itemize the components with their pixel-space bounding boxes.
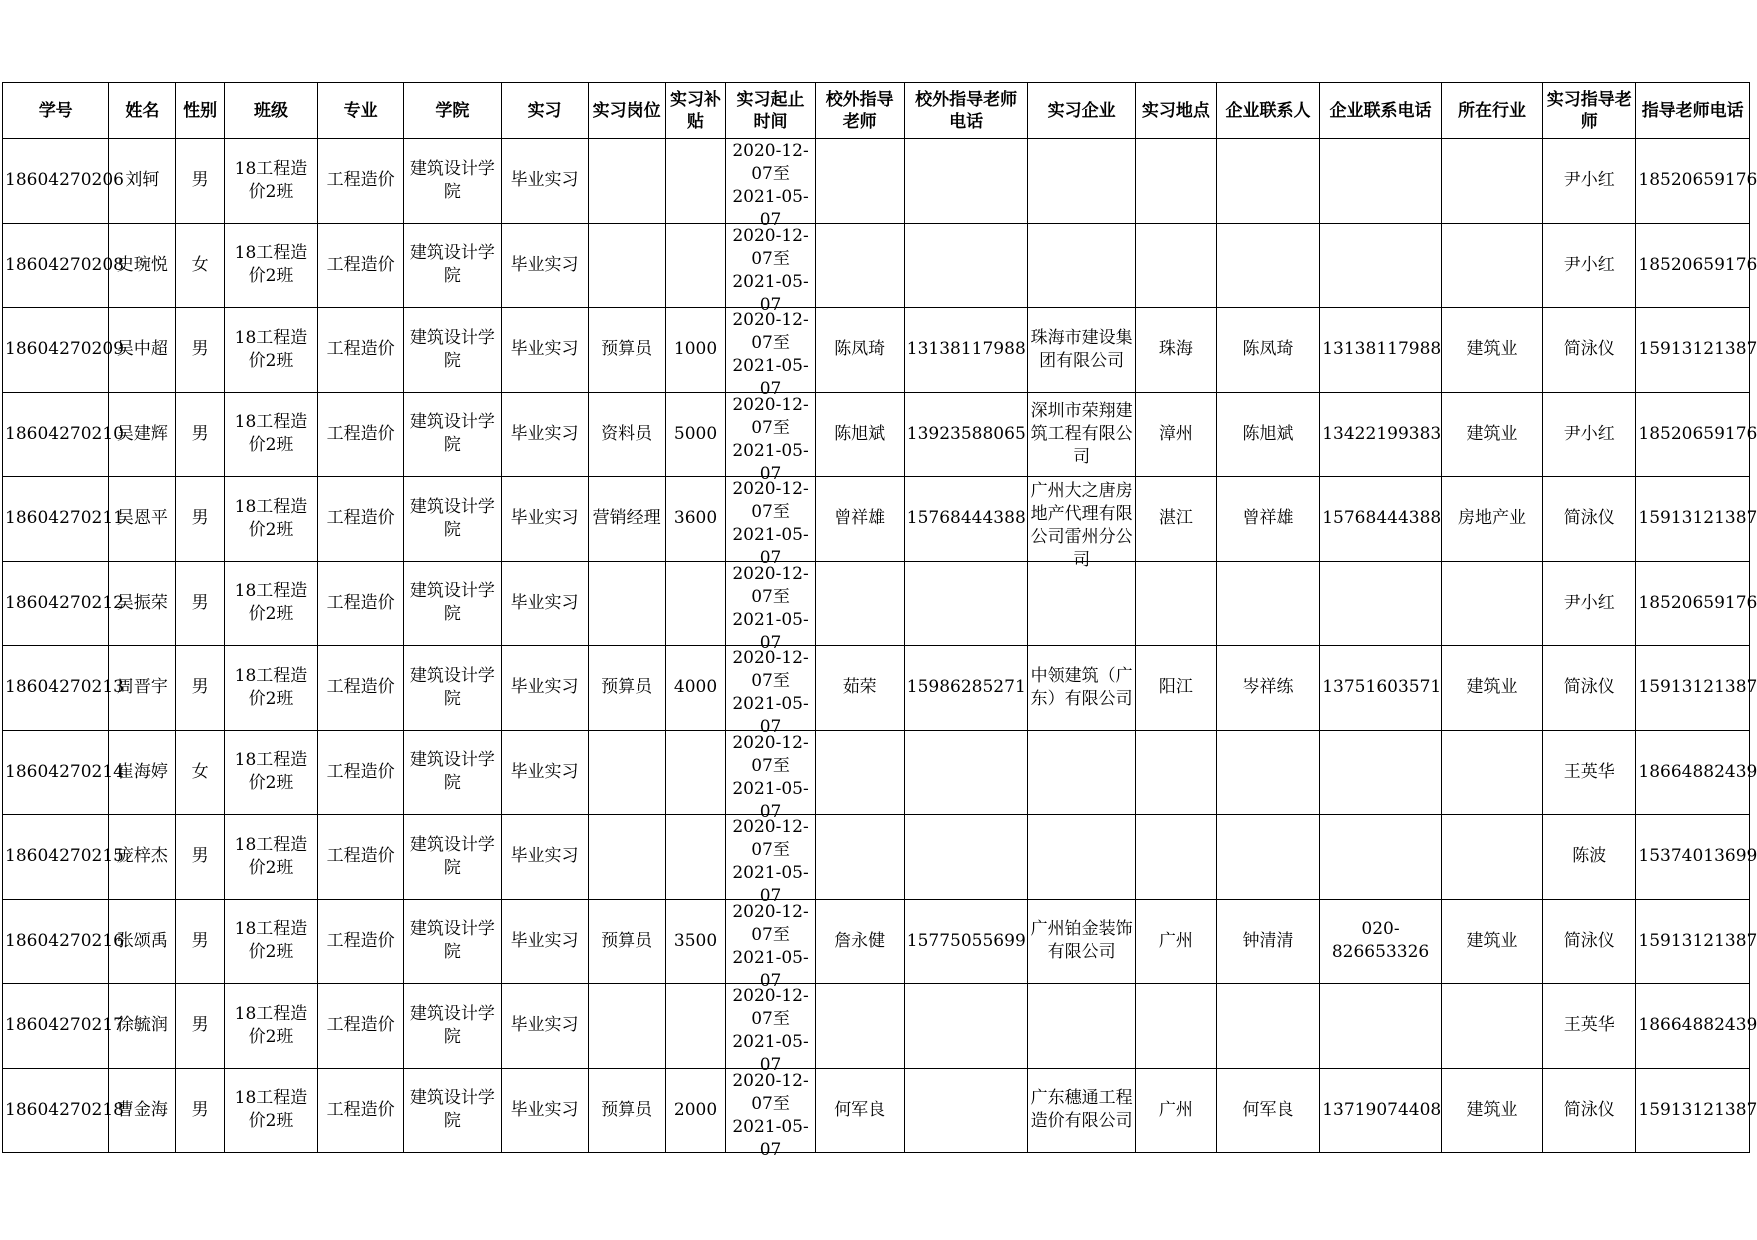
cell-contact: 曾祥雄 [1216, 477, 1319, 562]
cell-contact-phone [1320, 223, 1442, 308]
cell-internship: 毕业实习 [501, 139, 588, 224]
cell-contact-phone [1320, 984, 1442, 1069]
col-header-contact: 企业联系人 [1216, 83, 1319, 139]
cell-period [726, 984, 815, 1076]
cell-gender: 男 [176, 815, 225, 900]
cell-major: 工程造价 [318, 139, 404, 224]
cell-company [1028, 1068, 1135, 1153]
cell-ext-mentor [815, 984, 904, 1069]
cell-supervisor-phone: 18520659176 [1636, 561, 1750, 646]
cell-class: 18工程造价2班 [224, 1068, 317, 1153]
cell-industry [1441, 139, 1542, 224]
cell-subsidy [665, 223, 726, 308]
cell-period-text: 2020-12-07至2021-05-07 [732, 901, 809, 991]
cell-industry: 建筑业 [1441, 392, 1542, 477]
col-header-internship: 实习 [501, 83, 588, 139]
cell-industry [1441, 984, 1542, 1069]
cell-internship: 毕业实习 [501, 223, 588, 308]
cell-position [588, 984, 665, 1069]
table-row [3, 899, 1750, 984]
cell-name: 吴振荣 [109, 561, 176, 646]
cell-class: 18工程造价2班 [224, 899, 317, 984]
cell-supervisor-phone: 15913121387 [1636, 477, 1750, 562]
table-row [3, 139, 1750, 224]
col-header-college: 学院 [404, 83, 501, 139]
cell-company [1028, 899, 1135, 984]
cell-ext-mentor-phone: 15768444388 [904, 477, 1028, 562]
cell-class: 18工程造价2班 [224, 561, 317, 646]
cell-company-text: 中领建筑（广东）有限公司 [1030, 665, 1133, 709]
col-header-ext-mentor: 校外指导老师 [815, 83, 904, 139]
cell-period [726, 1068, 815, 1160]
cell-class: 18工程造价2班 [224, 223, 317, 308]
cell-position [588, 139, 665, 224]
cell-period [726, 561, 815, 653]
cell-class: 18工程造价2班 [224, 730, 317, 815]
cell-supervisor-phone: 18664882439 [1636, 984, 1750, 1069]
cell-supervisor-phone: 18664882439 [1636, 730, 1750, 815]
cell-supervisor: 陈波 [1543, 815, 1636, 900]
cell-major: 工程造价 [318, 984, 404, 1069]
cell-student-id: 18604270208 [3, 223, 109, 308]
cell-period-text: 2020-12-07至2021-05-07 [732, 1070, 809, 1160]
cell-company [1028, 139, 1135, 224]
cell-class: 18工程造价2班 [224, 984, 317, 1069]
cell-name: 崔海婷 [109, 730, 176, 815]
cell-ext-mentor-phone: 13923588065 [904, 392, 1028, 477]
col-header-company: 实习企业 [1028, 83, 1135, 139]
cell-ext-mentor-phone [904, 1068, 1028, 1153]
cell-ext-mentor [815, 815, 904, 900]
cell-supervisor: 尹小红 [1543, 392, 1636, 477]
cell-ext-mentor-phone [904, 815, 1028, 900]
cell-gender: 男 [176, 646, 225, 731]
col-header-subsidy: 实习补贴 [665, 83, 726, 139]
cell-period [726, 815, 815, 907]
cell-period-text: 2020-12-07至2021-05-07 [732, 225, 809, 315]
cell-location: 广州 [1135, 899, 1216, 984]
cell-subsidy: 1000 [665, 308, 726, 393]
cell-location [1135, 223, 1216, 308]
cell-ext-mentor [815, 730, 904, 815]
cell-supervisor: 王英华 [1543, 984, 1636, 1069]
cell-period [726, 477, 815, 569]
col-header-student-id: 学号 [3, 83, 109, 139]
cell-college: 建筑设计学院 [404, 477, 501, 562]
cell-student-id: 18604270215 [3, 815, 109, 900]
table-body [3, 139, 1757, 1160]
cell-industry: 建筑业 [1441, 646, 1542, 731]
cell-period [726, 392, 815, 484]
cell-class: 18工程造价2班 [224, 392, 317, 477]
cell-period-text: 2020-12-07至2021-05-07 [732, 732, 809, 822]
cell-student-id: 18604270206 [3, 139, 109, 224]
cell-ext-mentor [815, 139, 904, 224]
cell-internship: 毕业实习 [501, 815, 588, 900]
cell-internship: 毕业实习 [501, 392, 588, 477]
cell-name: 张颂禹 [109, 899, 176, 984]
cell-location: 广州 [1135, 1068, 1216, 1153]
cell-company [1028, 561, 1135, 646]
internship-table [2, 82, 1757, 1160]
cell-major: 工程造价 [318, 392, 404, 477]
cell-college: 建筑设计学院 [404, 561, 501, 646]
cell-ext-mentor-phone: 15986285271 [904, 646, 1028, 731]
cell-internship: 毕业实习 [501, 899, 588, 984]
cell-period-text: 2020-12-07至2021-05-07 [732, 563, 809, 653]
cell-ext-mentor: 詹永健 [815, 899, 904, 984]
cell-gender: 男 [176, 477, 225, 562]
cell-subsidy: 5000 [665, 392, 726, 477]
cell-position: 营销经理 [588, 477, 665, 562]
cell-internship: 毕业实习 [501, 984, 588, 1069]
cell-period-text: 2020-12-07至2021-05-07 [732, 817, 809, 907]
col-header-class: 班级 [224, 83, 317, 139]
cell-industry [1441, 815, 1542, 900]
cell-internship: 毕业实习 [501, 308, 588, 393]
cell-position: 预算员 [588, 1068, 665, 1153]
cell-position [588, 815, 665, 900]
cell-class: 18工程造价2班 [224, 646, 317, 731]
cell-location [1135, 139, 1216, 224]
cell-name: 吴建辉 [109, 392, 176, 477]
cell-internship: 毕业实习 [501, 477, 588, 562]
col-header-location: 实习地点 [1135, 83, 1216, 139]
cell-gender: 男 [176, 899, 225, 984]
cell-supervisor-phone: 15913121387 [1636, 899, 1750, 984]
cell-company-text: 广东穗通工程造价有限公司 [1030, 1088, 1133, 1132]
cell-company [1028, 223, 1135, 308]
cell-industry [1441, 730, 1542, 815]
cell-supervisor-phone: 15374013699 [1636, 815, 1750, 900]
cell-name: 刘轲 [109, 139, 176, 224]
cell-subsidy: 3500 [665, 899, 726, 984]
table-row [3, 561, 1750, 646]
cell-gender: 男 [176, 139, 225, 224]
cell-subsidy [665, 984, 726, 1069]
cell-location: 珠海 [1135, 308, 1216, 393]
cell-subsidy [665, 815, 726, 900]
cell-student-id: 18604270209 [3, 308, 109, 393]
cell-name: 吴恩平 [109, 477, 176, 562]
cell-class: 18工程造价2班 [224, 477, 317, 562]
cell-ext-mentor-phone [904, 139, 1028, 224]
cell-industry: 房地产业 [1441, 477, 1542, 562]
cell-period [726, 730, 815, 822]
col-header-period: 实习起止时间 [726, 83, 815, 139]
cell-contact: 钟清清 [1216, 899, 1319, 984]
cell-contact [1216, 139, 1319, 224]
cell-major: 工程造价 [318, 308, 404, 393]
cell-major: 工程造价 [318, 561, 404, 646]
cell-supervisor-phone: 18520659176 [1636, 223, 1750, 308]
cell-gender: 女 [176, 223, 225, 308]
cell-company [1028, 477, 1135, 570]
cell-supervisor: 简泳仪 [1543, 899, 1636, 984]
cell-student-id: 18604270212 [3, 561, 109, 646]
cell-college: 建筑设计学院 [404, 984, 501, 1069]
cell-ext-mentor-phone [904, 730, 1028, 815]
cell-contact-phone [1320, 139, 1442, 224]
cell-ext-mentor-phone [904, 223, 1028, 308]
cell-name: 吴中超 [109, 308, 176, 393]
cell-internship: 毕业实习 [501, 730, 588, 815]
cell-position: 预算员 [588, 899, 665, 984]
cell-gender: 男 [176, 308, 225, 393]
table-row [3, 308, 1750, 393]
cell-period [726, 899, 815, 991]
cell-supervisor-phone: 15913121387 [1636, 1068, 1750, 1153]
cell-ext-mentor: 茹荣 [815, 646, 904, 731]
cell-college: 建筑设计学院 [404, 646, 501, 731]
cell-contact-phone: 15768444388 [1320, 477, 1442, 562]
col-header-industry: 所在行业 [1441, 83, 1542, 139]
cell-student-id: 18604270216 [3, 899, 109, 984]
cell-ext-mentor [815, 561, 904, 646]
cell-gender: 女 [176, 730, 225, 815]
cell-position: 资料员 [588, 392, 665, 477]
cell-location: 湛江 [1135, 477, 1216, 562]
cell-gender: 男 [176, 561, 225, 646]
cell-period-text: 2020-12-07至2021-05-07 [732, 141, 809, 231]
cell-industry: 建筑业 [1441, 308, 1542, 393]
cell-gender: 男 [176, 1068, 225, 1153]
cell-supervisor-phone: 15913121387 [1636, 308, 1750, 393]
cell-ext-mentor: 何军良 [815, 1068, 904, 1153]
cell-company [1028, 730, 1135, 815]
cell-company-text: 广州铂金装饰有限公司 [1030, 919, 1133, 963]
cell-contact: 陈凤琦 [1216, 308, 1319, 393]
cell-ext-mentor: 陈凤琦 [815, 308, 904, 393]
cell-major: 工程造价 [318, 223, 404, 308]
cell-major: 工程造价 [318, 646, 404, 731]
cell-period [726, 223, 815, 315]
col-header-position: 实习岗位 [588, 83, 665, 139]
cell-contact-phone [1320, 730, 1442, 815]
cell-contact-phone [1320, 561, 1442, 646]
cell-company [1028, 308, 1135, 393]
cell-subsidy: 4000 [665, 646, 726, 731]
cell-major: 工程造价 [318, 1068, 404, 1153]
cell-contact: 陈旭斌 [1216, 392, 1319, 477]
cell-supervisor-phone: 15913121387 [1636, 646, 1750, 731]
cell-company [1028, 984, 1135, 1069]
col-header-supervisor: 实习指导老师 [1543, 83, 1636, 139]
cell-industry: 建筑业 [1441, 899, 1542, 984]
cell-student-id: 18604270214 [3, 730, 109, 815]
cell-subsidy [665, 139, 726, 224]
cell-location [1135, 815, 1216, 900]
cell-period-text: 2020-12-07至2021-05-07 [732, 479, 809, 569]
cell-location: 阳江 [1135, 646, 1216, 731]
cell-location [1135, 984, 1216, 1069]
cell-student-id: 18604270213 [3, 646, 109, 731]
cell-period [726, 308, 815, 400]
cell-class: 18工程造价2班 [224, 815, 317, 900]
cell-student-id: 18604270218 [3, 1068, 109, 1153]
col-header-supervisor-phone: 指导老师电话 [1636, 83, 1750, 139]
cell-supervisor: 简泳仪 [1543, 646, 1636, 731]
cell-position [588, 561, 665, 646]
cell-location [1135, 561, 1216, 646]
cell-college: 建筑设计学院 [404, 392, 501, 477]
cell-supervisor: 简泳仪 [1543, 477, 1636, 562]
cell-supervisor: 尹小红 [1543, 223, 1636, 308]
cell-contact-phone: 13751603571 [1320, 646, 1442, 731]
cell-major: 工程造价 [318, 899, 404, 984]
cell-ext-mentor-phone [904, 984, 1028, 1069]
cell-ext-mentor-phone [904, 561, 1028, 646]
cell-period-text: 2020-12-07至2021-05-07 [732, 310, 809, 400]
cell-contact [1216, 561, 1319, 646]
cell-industry: 建筑业 [1441, 1068, 1542, 1153]
cell-company-text: 广州大之唐房地产代理有限公司雷州分公司 [1030, 480, 1133, 570]
cell-name: 徐毓润 [109, 984, 176, 1069]
cell-position: 预算员 [588, 308, 665, 393]
cell-industry [1441, 561, 1542, 646]
cell-period [726, 646, 815, 738]
col-header-ext-mentor-phone: 校外指导老师电话 [904, 83, 1028, 139]
cell-internship: 毕业实习 [501, 1068, 588, 1153]
cell-gender: 男 [176, 984, 225, 1069]
cell-contact-phone: 13138117988 [1320, 308, 1442, 393]
table-row [3, 984, 1750, 1069]
cell-student-id: 18604270217 [3, 984, 109, 1069]
cell-college: 建筑设计学院 [404, 1068, 501, 1153]
cell-contact [1216, 730, 1319, 815]
cell-supervisor: 尹小红 [1543, 139, 1636, 224]
cell-name: 史琬悦 [109, 223, 176, 308]
table-row [3, 392, 1750, 477]
cell-position [588, 730, 665, 815]
cell-student-id: 18604270211 [3, 477, 109, 562]
cell-location [1135, 730, 1216, 815]
cell-major: 工程造价 [318, 477, 404, 562]
cell-contact-phone [1320, 815, 1442, 900]
cell-ext-mentor: 陈旭斌 [815, 392, 904, 477]
cell-college: 建筑设计学院 [404, 308, 501, 393]
cell-subsidy [665, 561, 726, 646]
cell-class: 18工程造价2班 [224, 308, 317, 393]
cell-student-id: 18604270210 [3, 392, 109, 477]
cell-contact [1216, 223, 1319, 308]
col-header-major: 专业 [318, 83, 404, 139]
cell-company [1028, 392, 1135, 477]
table-row [3, 477, 1750, 562]
cell-college: 建筑设计学院 [404, 899, 501, 984]
cell-contact: 何军良 [1216, 1068, 1319, 1153]
cell-supervisor: 简泳仪 [1543, 1068, 1636, 1153]
cell-supervisor: 王英华 [1543, 730, 1636, 815]
cell-industry [1441, 223, 1542, 308]
cell-period-text: 2020-12-07至2021-05-07 [732, 648, 809, 738]
col-header-gender: 性别 [176, 83, 225, 139]
cell-college: 建筑设计学院 [404, 139, 501, 224]
cell-college: 建筑设计学院 [404, 815, 501, 900]
cell-class: 18工程造价2班 [224, 139, 317, 224]
cell-position: 预算员 [588, 646, 665, 731]
cell-gender: 男 [176, 392, 225, 477]
header-row [3, 83, 1750, 139]
cell-ext-mentor [815, 223, 904, 308]
cell-name: 曹金海 [109, 1068, 176, 1153]
table-row [3, 646, 1750, 731]
cell-major: 工程造价 [318, 815, 404, 900]
cell-subsidy: 3600 [665, 477, 726, 562]
cell-subsidy [665, 730, 726, 815]
cell-college: 建筑设计学院 [404, 730, 501, 815]
cell-name: 周晋宇 [109, 646, 176, 731]
cell-supervisor-phone: 18520659176 [1636, 139, 1750, 224]
cell-period-text: 2020-12-07至2021-05-07 [732, 394, 809, 484]
cell-ext-mentor-phone: 13138117988 [904, 308, 1028, 393]
cell-period-text: 2020-12-07至2021-05-07 [732, 986, 809, 1076]
cell-ext-mentor-phone: 15775055699 [904, 899, 1028, 984]
cell-contact-phone: 13719074408 [1320, 1068, 1442, 1153]
cell-location: 漳州 [1135, 392, 1216, 477]
cell-supervisor: 简泳仪 [1543, 308, 1636, 393]
cell-subsidy: 2000 [665, 1068, 726, 1153]
cell-name: 庞梓杰 [109, 815, 176, 900]
cell-supervisor: 尹小红 [1543, 561, 1636, 646]
cell-contact [1216, 984, 1319, 1069]
cell-contact [1216, 815, 1319, 900]
cell-ext-mentor: 曾祥雄 [815, 477, 904, 562]
cell-company [1028, 815, 1135, 900]
cell-contact-phone: 13422199383 [1320, 392, 1442, 477]
cell-company [1028, 646, 1135, 731]
cell-contact-phone: 020-826653326 [1320, 899, 1442, 984]
table-row [3, 223, 1750, 308]
cell-internship: 毕业实习 [501, 561, 588, 646]
cell-college: 建筑设计学院 [404, 223, 501, 308]
col-header-name: 姓名 [109, 83, 176, 139]
cell-position [588, 223, 665, 308]
cell-contact: 岑祥练 [1216, 646, 1319, 731]
cell-internship: 毕业实习 [501, 646, 588, 731]
cell-company-text: 深圳市荣翔建筑工程有限公司 [1030, 400, 1133, 467]
table-row [3, 730, 1750, 815]
col-header-contact-phone: 企业联系电话 [1320, 83, 1442, 139]
cell-major: 工程造价 [318, 730, 404, 815]
cell-supervisor-phone: 18520659176 [1636, 392, 1750, 477]
table-row [3, 1068, 1750, 1153]
table-row [3, 815, 1750, 900]
cell-period [726, 139, 815, 231]
cell-company-text: 珠海市建设集团有限公司 [1030, 327, 1133, 371]
